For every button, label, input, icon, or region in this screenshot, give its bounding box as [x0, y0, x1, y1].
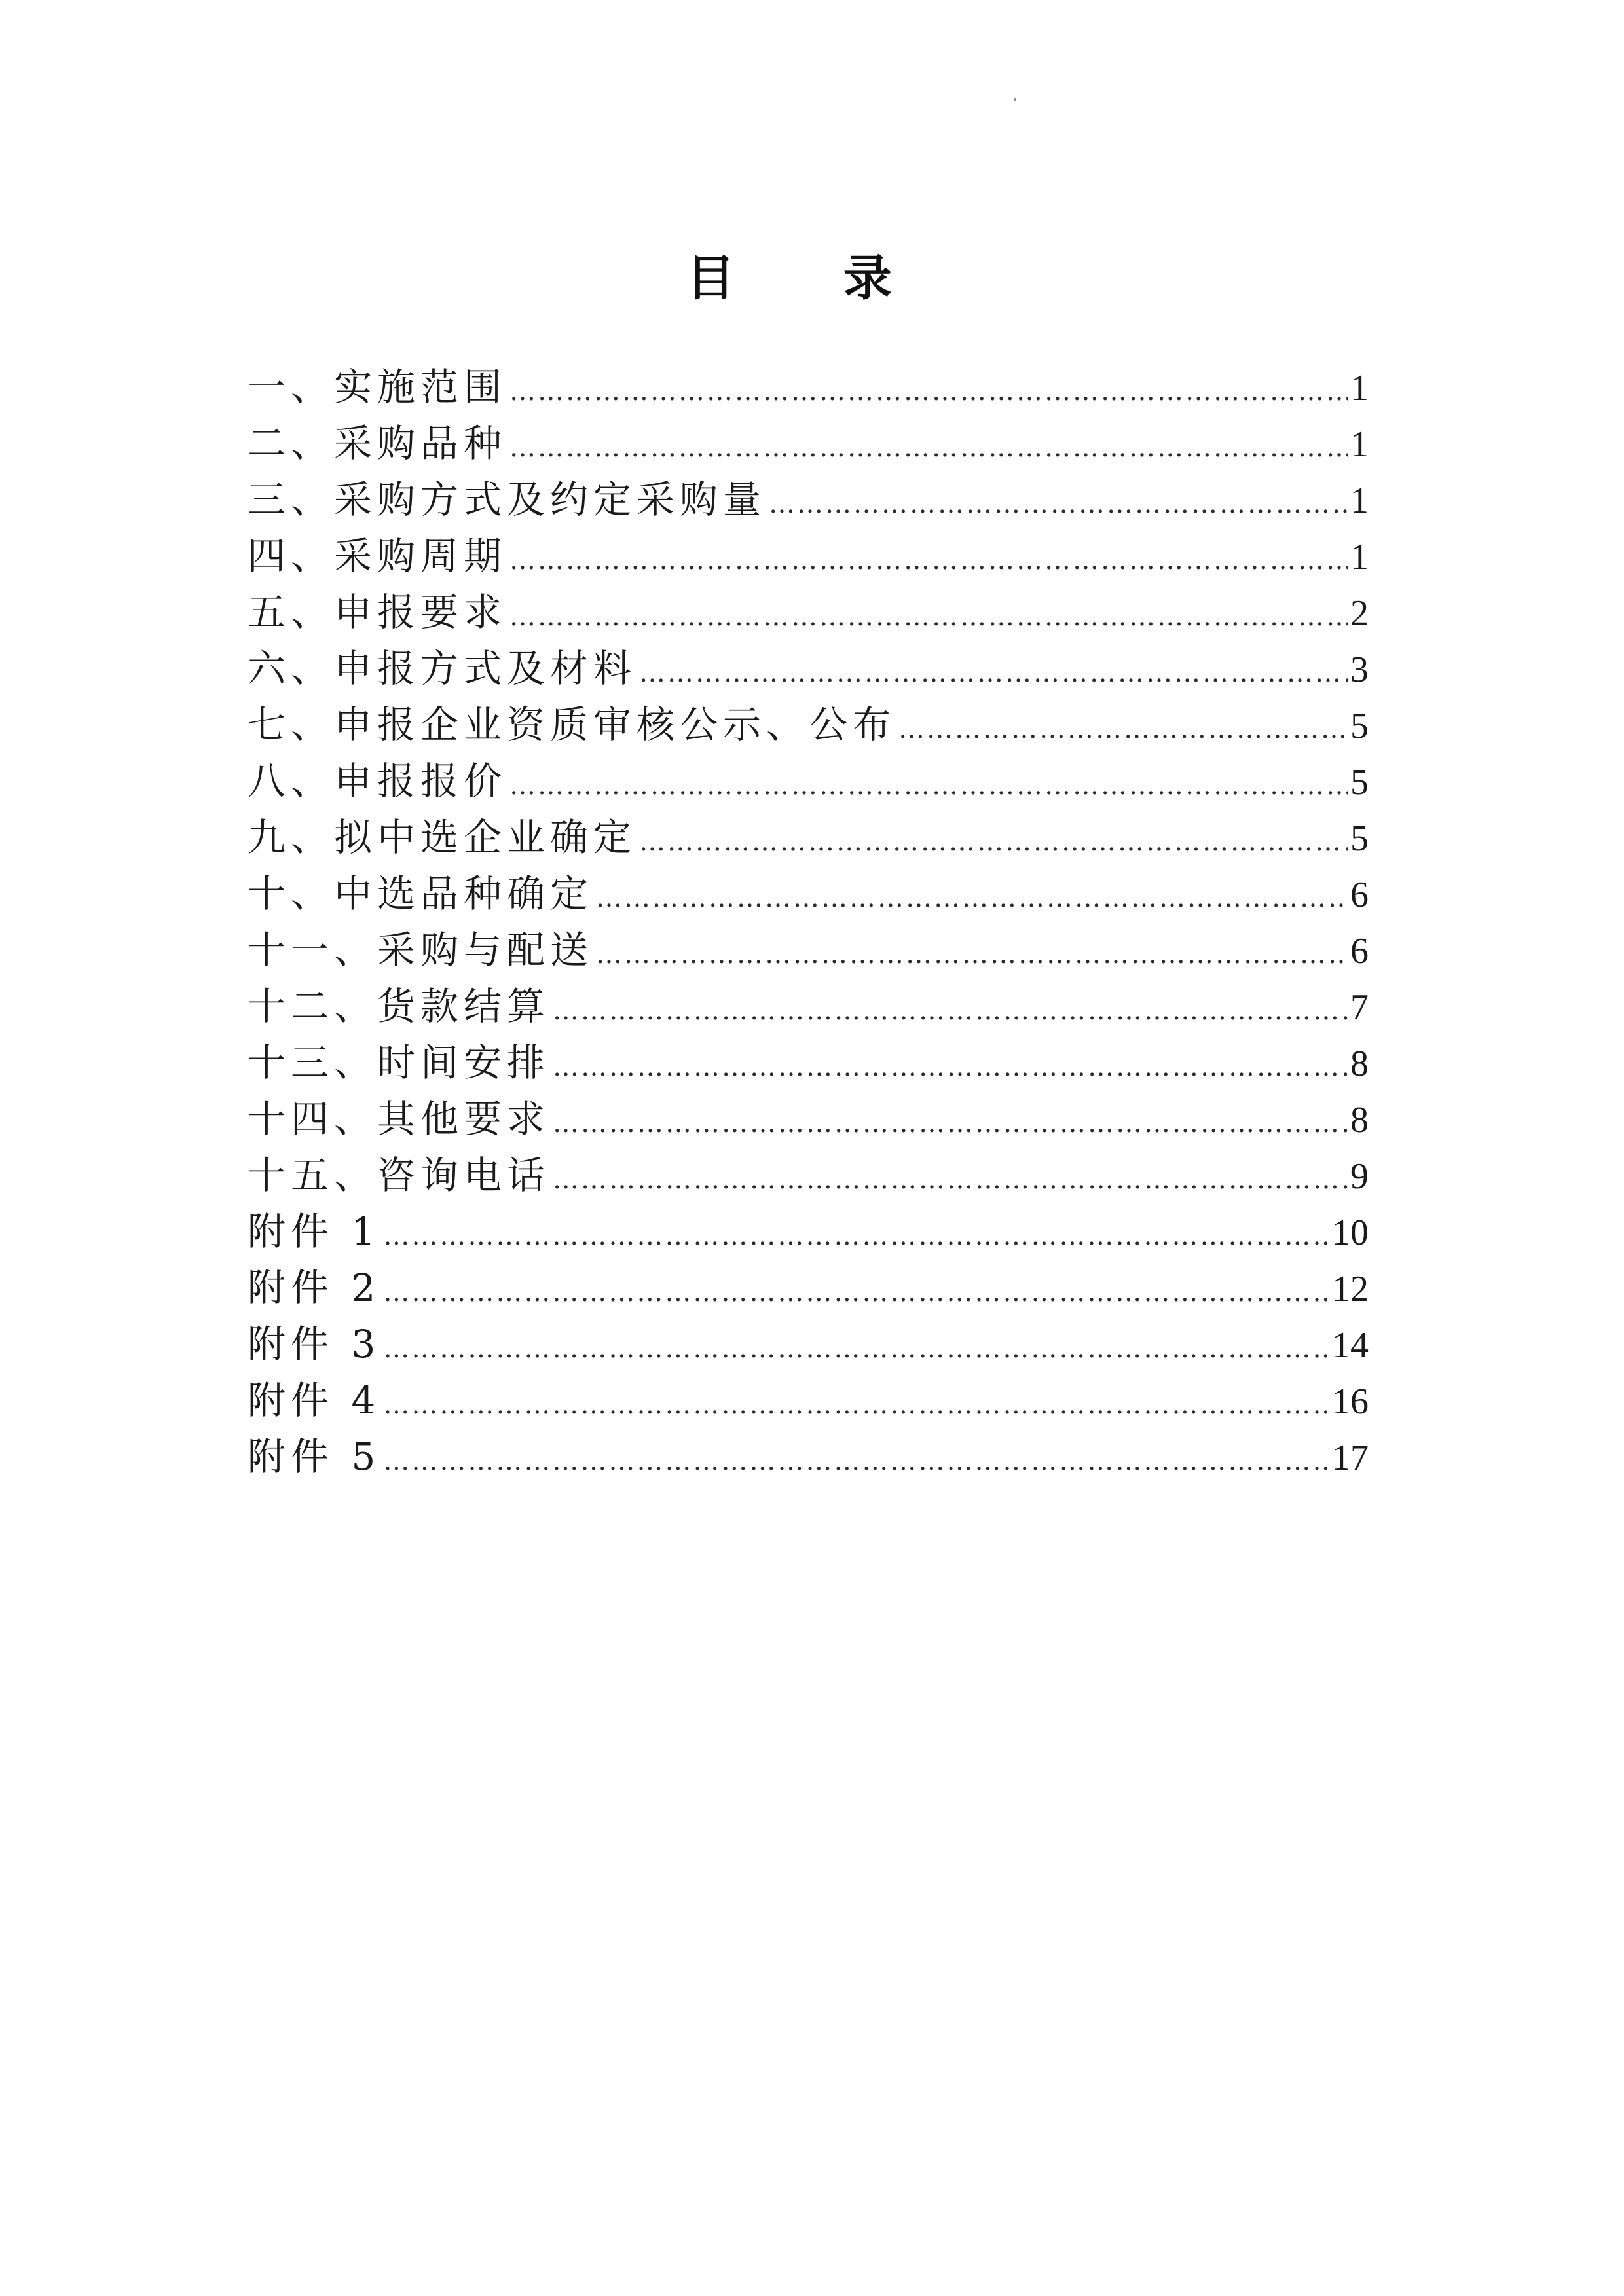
- toc-entry-page: 8: [1350, 1100, 1369, 1140]
- toc-entry[interactable]: [248, 415, 1369, 471]
- toc-dot-leader: [553, 983, 1348, 1039]
- toc-entry[interactable]: [248, 1203, 1369, 1260]
- toc-entry-page: 3: [1350, 649, 1369, 690]
- toc-entry[interactable]: [248, 866, 1369, 922]
- toc-entry-label: 附件 1: [248, 1209, 381, 1254]
- toc-entry-label: 一、实施范围: [248, 365, 507, 409]
- toc-entry-label: 六、申报方式及材料: [248, 646, 637, 691]
- toc-entry[interactable]: [248, 640, 1369, 697]
- toc-entry-page: 16: [1332, 1381, 1369, 1422]
- toc-dot-leader: [509, 532, 1348, 589]
- toc-dot-leader: [383, 1208, 1329, 1264]
- toc-entry-label: 五、申报要求: [248, 590, 507, 634]
- toc-entry[interactable]: [248, 528, 1369, 584]
- toc-entry-label: 四、采购周期: [248, 534, 507, 578]
- toc-entry-page: 6: [1350, 931, 1369, 972]
- toc-entry-label: 十四、其他要求: [248, 1097, 551, 1141]
- toc-entry-label: 附件 5: [248, 1434, 381, 1479]
- toc-entry-label: 十、中选品种确定: [248, 871, 594, 916]
- toc-entry-page: 7: [1350, 987, 1369, 1028]
- toc-entry-label: 三、采购方式及约定采购量: [248, 477, 767, 522]
- toc-dot-leader: [509, 757, 1348, 814]
- toc-entry-label: 附件 4: [248, 1378, 381, 1423]
- toc-entry[interactable]: [248, 753, 1369, 809]
- toc-entry-page: 2: [1350, 593, 1369, 634]
- toc-entry-page: 14: [1332, 1325, 1369, 1366]
- toc-dot-leader: [596, 926, 1348, 983]
- toc-entry-label: 七、申报企业资质审核公示、公布: [248, 702, 896, 747]
- toc-entry-page: 5: [1350, 762, 1369, 803]
- toc-dot-leader: [553, 1095, 1348, 1152]
- toc-entry-label: 二、采购品种: [248, 421, 507, 465]
- toc-entry-label: 十五、咨询电话: [248, 1153, 551, 1197]
- toc-dot-leader: [639, 645, 1348, 701]
- toc-entry[interactable]: [248, 922, 1369, 978]
- toc-entry[interactable]: [248, 1260, 1369, 1316]
- toc-entry-page: 12: [1332, 1269, 1369, 1309]
- toc-entry-page: 9: [1350, 1156, 1369, 1197]
- toc-entry[interactable]: [248, 1147, 1369, 1203]
- toc-entry[interactable]: [248, 1429, 1369, 1485]
- toc-entry-label: 附件 3: [248, 1322, 381, 1366]
- toc-entry-page: 5: [1350, 706, 1369, 746]
- toc-dot-leader: [383, 1433, 1329, 1489]
- toc-entry-page: 8: [1350, 1044, 1369, 1084]
- toc-entry-page: 5: [1350, 818, 1369, 859]
- toc-dot-leader: [509, 589, 1348, 645]
- toc-dot-leader: [596, 870, 1348, 926]
- toc-entry-page: 17: [1332, 1438, 1369, 1478]
- toc-entry[interactable]: [248, 1316, 1369, 1372]
- toc-entry-page: 6: [1350, 875, 1369, 915]
- toc-dot-leader: [553, 1039, 1348, 1095]
- toc-entry[interactable]: [248, 471, 1369, 528]
- toc-entry[interactable]: [248, 809, 1369, 866]
- toc-entry[interactable]: [248, 359, 1369, 415]
- toc-dot-leader: [509, 420, 1348, 476]
- toc-entry-page: 1: [1350, 368, 1369, 409]
- toc-dot-leader: [509, 363, 1348, 420]
- toc-dot-leader: [898, 701, 1348, 757]
- toc-entry-page: 1: [1350, 537, 1369, 577]
- toc-entry-label: 八、申报报价: [248, 759, 507, 803]
- toc-entry-label: 十三、时间安排: [248, 1040, 551, 1085]
- toc-dot-leader: [383, 1321, 1329, 1377]
- toc-dot-leader: [553, 1152, 1348, 1208]
- toc-dot-leader: [383, 1377, 1329, 1433]
- toc-dot-leader: [383, 1264, 1329, 1321]
- toc-entry-label: 附件 2: [248, 1266, 381, 1310]
- scan-speck: [1014, 98, 1016, 101]
- toc-entry-page: 1: [1350, 481, 1369, 521]
- toc-entry-page: 10: [1332, 1212, 1369, 1253]
- toc-entry-label: 十二、货款结算: [248, 984, 551, 1029]
- table-of-contents: [248, 359, 1369, 1485]
- page-title: 目 录: [686, 249, 938, 306]
- toc-entry[interactable]: [248, 1034, 1369, 1091]
- toc-entry[interactable]: [248, 978, 1369, 1034]
- toc-dot-leader: [769, 476, 1348, 532]
- toc-entry-label: 十一、采购与配送: [248, 928, 594, 972]
- toc-dot-leader: [639, 814, 1348, 870]
- toc-entry[interactable]: [248, 1372, 1369, 1429]
- toc-entry-label: 九、拟中选企业确定: [248, 815, 637, 860]
- toc-entry-page: 1: [1350, 424, 1369, 465]
- toc-entry[interactable]: [248, 584, 1369, 640]
- toc-entry[interactable]: [248, 697, 1369, 753]
- toc-entry[interactable]: [248, 1091, 1369, 1147]
